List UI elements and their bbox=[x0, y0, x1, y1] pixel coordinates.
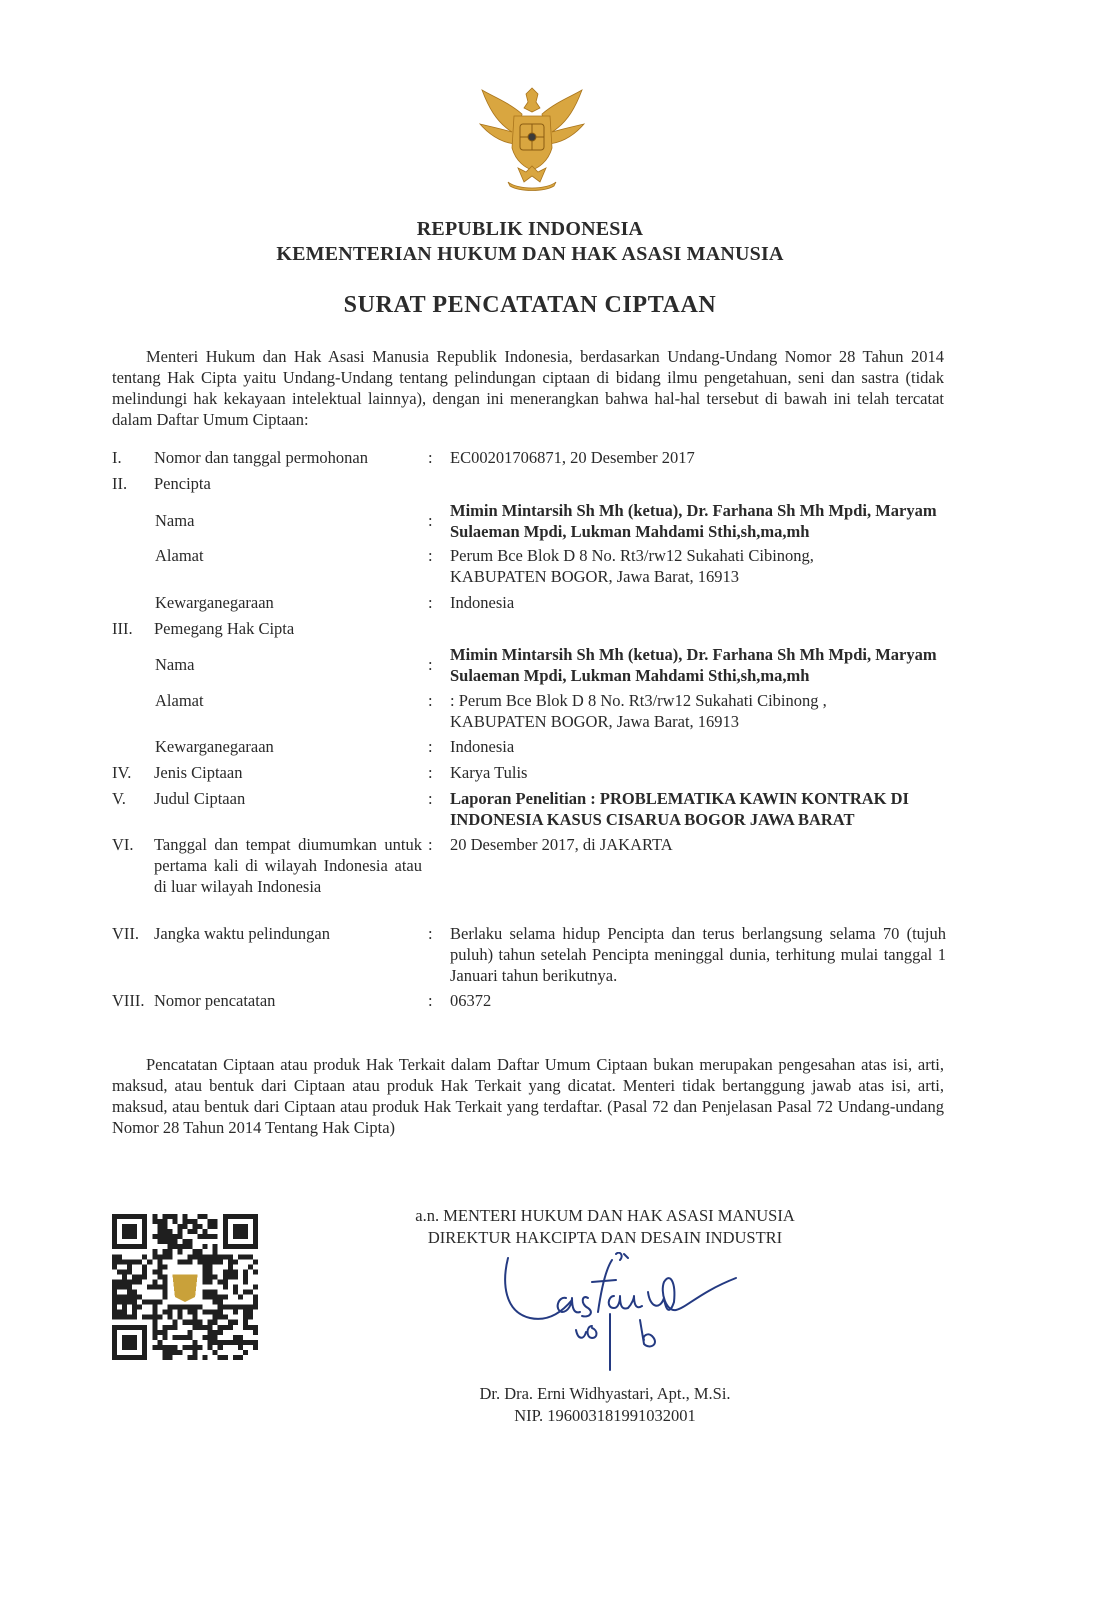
item-value: Perum Bce Blok D 8 No. Rt3/rw12 Sukahati Cibinong, KABUPATEN BOGOR, Jawa Barat, 16913 bbox=[450, 546, 814, 586]
item-label: Nomor dan tanggal permohonan bbox=[154, 448, 368, 467]
item-value: Laporan Penelitian : PROBLEMATIKA KAWIN KONTRAK DI INDONESIA KASUS CISARUA BOGOR JAWA BARAT bbox=[450, 789, 909, 829]
item-number: VI. bbox=[112, 835, 134, 854]
colon: : bbox=[428, 546, 433, 565]
document-title: SURAT PENCATATAN CIPTAAN bbox=[343, 292, 717, 318]
item-number: IV. bbox=[112, 763, 132, 782]
signatory-name: Dr. Dra. Erni Widhyastari, Apt., M.Si. bbox=[479, 1384, 731, 1403]
handwritten-signature bbox=[500, 1252, 740, 1372]
colon: : bbox=[428, 691, 433, 710]
colon: : bbox=[428, 924, 433, 943]
item-label: Kewarganegaraan bbox=[155, 593, 274, 612]
item-label: Jangka waktu pelindungan bbox=[154, 924, 330, 943]
item-value: EC00201706871, 20 Desember 2017 bbox=[450, 448, 695, 467]
header-ministry: KEMENTERIAN HUKUM DAN HAK ASASI MANUSIA bbox=[276, 243, 784, 265]
colon: : bbox=[428, 789, 433, 808]
signatory-nip: NIP. 196003181991032001 bbox=[514, 1406, 696, 1425]
item-label: Kewarganegaraan bbox=[155, 737, 274, 756]
item-label: Nomor pencatatan bbox=[154, 991, 276, 1010]
item-label: Tanggal dan tempat diumumkan untuk pertama kali di wilayah Indonesia atau di luar wilayah Indonesia bbox=[154, 835, 422, 896]
item-value: : Perum Bce Blok D 8 No. Rt3/rw12 Sukahati Cibinong , KABUPATEN BOGOR, Jawa Barat, 16913 bbox=[450, 691, 827, 731]
intro-paragraph: Menteri Hukum dan Hak Asasi Manusia Republik Indonesia, berdasarkan Undang-Undang Nomor 28 Tahun 2014 tentang Hak Cipta yaitu Undang-Undang tentang pelindungan ciptaan di bidang ilmu pengetahuan, seni dan sastra (tidak melindungi hak kekayaan intelektual lainnya), dengan ini menerangkan bahwa hal-hal tersebut di bawah ini telah tercatat dalam Daftar Umum Ciptaan: bbox=[112, 347, 944, 429]
qr-code-icon bbox=[112, 1214, 258, 1360]
signatory-position: DIREKTUR HAKCIPTA DAN DESAIN INDUSTRI bbox=[427, 1228, 783, 1247]
colon: : bbox=[428, 448, 433, 467]
item-value: Mimin Mintarsih Sh Mh (ketua), Dr. Farhana Sh Mh Mpdi, Maryam Sulaeman Mpdi, Lukman Mahdami Sthi,sh,ma,mh bbox=[450, 645, 937, 685]
item-number: VIII. bbox=[112, 991, 145, 1010]
garuda-emblem-icon bbox=[478, 82, 586, 194]
item-holder-name bbox=[112, 644, 948, 686]
item-label: Alamat bbox=[155, 691, 204, 710]
colon: : bbox=[428, 511, 433, 530]
colon: : bbox=[428, 737, 433, 756]
colon: : bbox=[428, 593, 433, 612]
item-number: II. bbox=[112, 474, 128, 493]
colon: : bbox=[428, 763, 433, 782]
colon: : bbox=[428, 835, 433, 854]
item-value: 06372 bbox=[450, 991, 492, 1010]
item-number: III. bbox=[112, 619, 133, 638]
item-label: Nama bbox=[155, 655, 195, 674]
item-label: Judul Ciptaan bbox=[154, 789, 246, 808]
item-number: V. bbox=[112, 789, 126, 808]
item-value: Karya Tulis bbox=[450, 763, 528, 782]
signatory-on-behalf: a.n. MENTERI HUKUM DAN HAK ASASI MANUSIA bbox=[415, 1206, 795, 1225]
closing-paragraph: Pencatatan Ciptaan atau produk Hak Terkait dalam Daftar Umum Ciptaan bukan merupakan pengesahan atas isi, arti, maksud, atau bentuk dari Ciptaan atau produk Hak Terkait yang dicatat. Menteri tidak bertanggung jawab atas isi, arti, maksud, atau bentuk dari Ciptaan atau produk Hak Terkait yang terdaftar. (Pasal 72 dan Penjelasan Pasal 72 Undang-undang Nomor 28 Tahun 2014 Tentang Hak Cipta) bbox=[112, 1055, 944, 1137]
item-value: Indonesia bbox=[450, 593, 515, 612]
item-value: Mimin Mintarsih Sh Mh (ketua), Dr. Farhana Sh Mh Mpdi, Maryam Sulaeman Mpdi, Lukman Mahdami Sthi,sh,ma,mh bbox=[450, 501, 937, 541]
item-number: VII. bbox=[112, 924, 140, 943]
colon: : bbox=[428, 655, 433, 674]
item-creator-name bbox=[112, 500, 948, 542]
item-label: Jenis Ciptaan bbox=[154, 763, 243, 782]
item-label: Alamat bbox=[155, 546, 204, 565]
item-label: Nama bbox=[155, 511, 195, 530]
item-label: Pencipta bbox=[154, 474, 211, 493]
header-republic: REPUBLIK INDONESIA bbox=[416, 218, 644, 240]
item-value: 20 Desember 2017, di JAKARTA bbox=[450, 835, 673, 854]
item-value: Berlaku selama hidup Pencipta dan terus berlangsung selama 70 (tujuh puluh) tahun setelah Pencipta meninggal dunia, terhitung mulai tanggal 1 Januari tahun berikutnya. bbox=[450, 924, 946, 985]
colon: : bbox=[428, 991, 433, 1010]
item-label: Pemegang Hak Cipta bbox=[154, 619, 295, 638]
item-value: Indonesia bbox=[450, 737, 515, 756]
item-number: I. bbox=[112, 448, 122, 467]
